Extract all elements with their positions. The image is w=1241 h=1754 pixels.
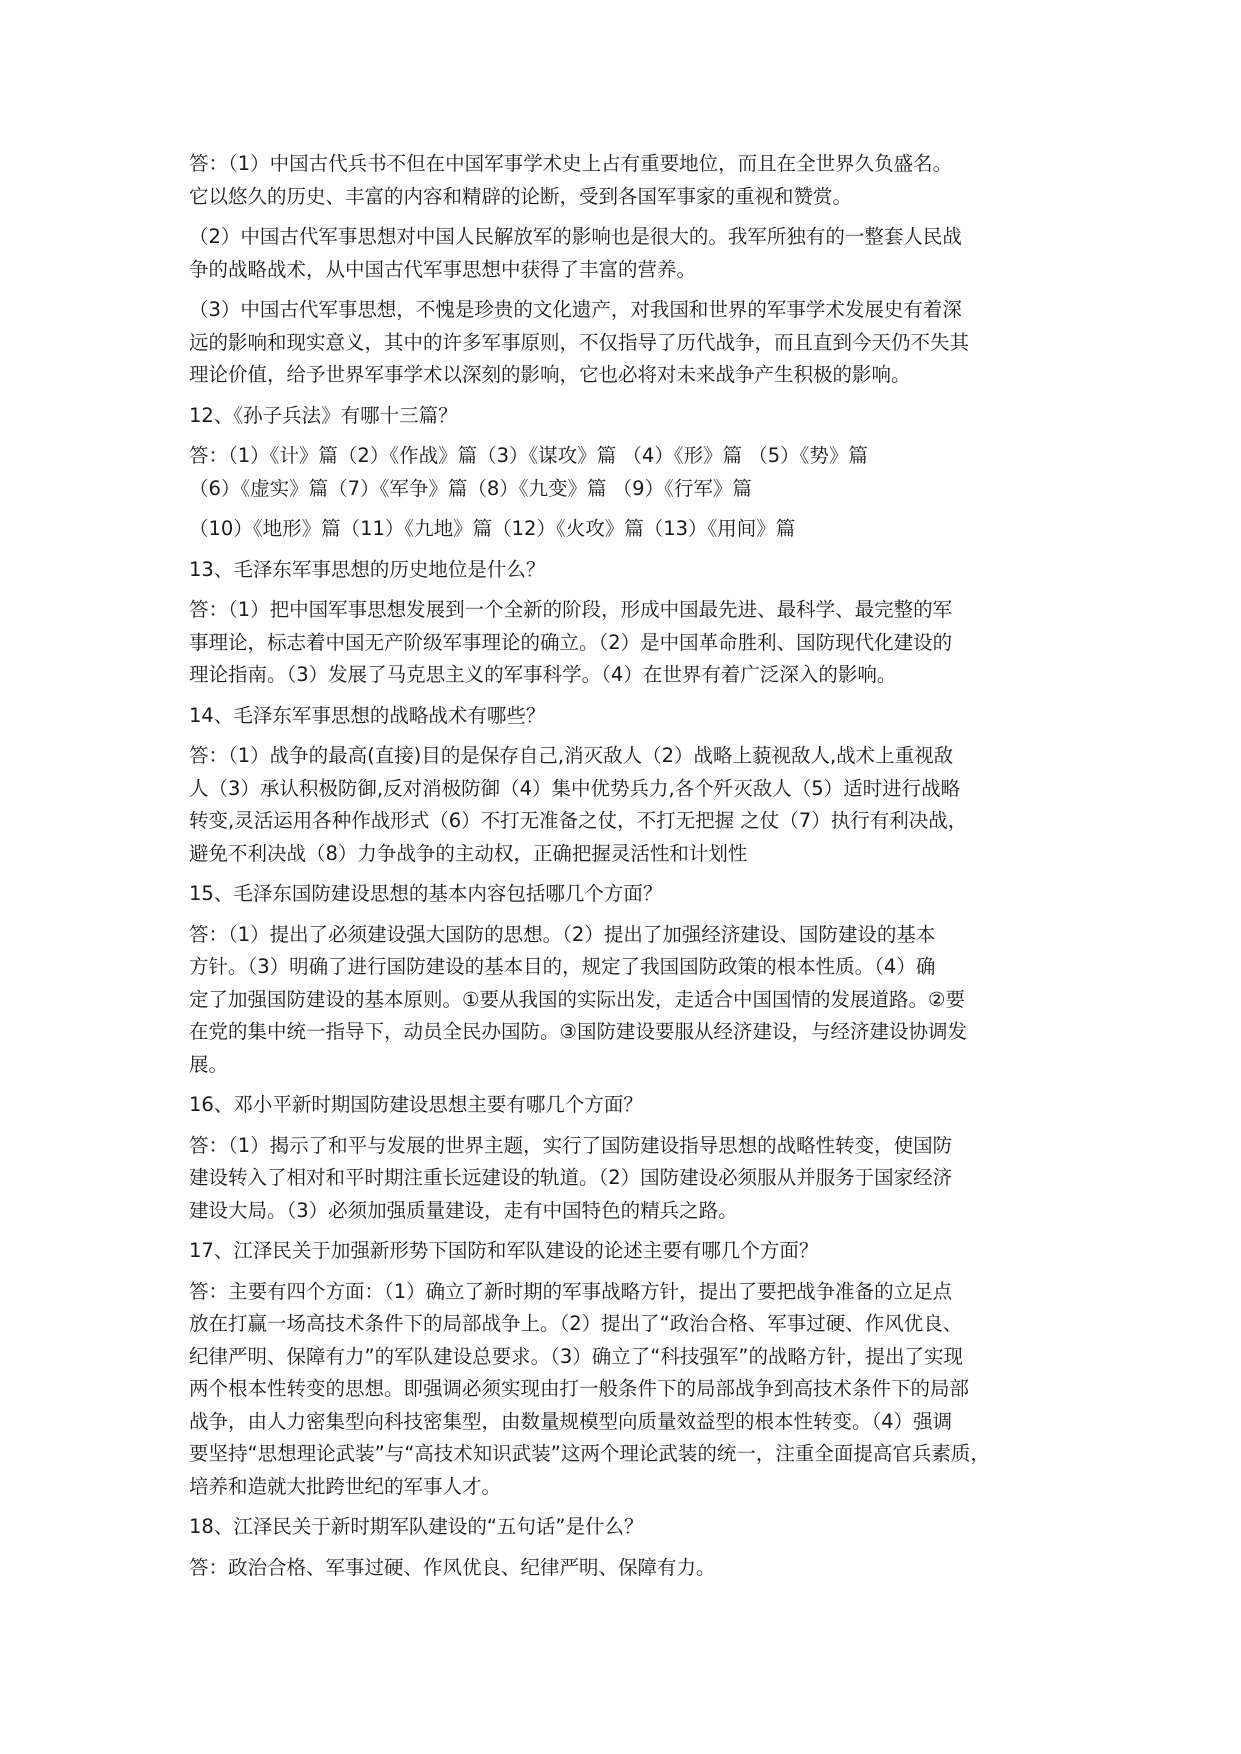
answer-paragraph <box>189 594 1061 692</box>
question-heading <box>189 400 1061 433</box>
text-line: 定了加强国防建设的基本原则。①要从我国的实际出发，走适合中国国情的发展道路。②要 <box>189 987 965 1011</box>
answer-paragraph <box>189 294 1061 392</box>
document-body <box>189 148 1061 1592</box>
text-line: 战争，由人力密集型向科技密集型，由数量规模型向质量效益型的根本性转变。（4）强调 <box>189 1409 953 1433</box>
answer-paragraph <box>189 148 1061 213</box>
text-line: 展。 <box>189 1052 229 1076</box>
text-line: 13、毛泽东军事思想的历史地位是什么？ <box>189 557 546 581</box>
text-line: 它以悠久的历史、丰富的内容和精辟的论断，受到各国军事家的重视和赞赏。 <box>189 184 853 208</box>
question-heading <box>189 1089 1061 1122</box>
question-heading <box>189 1235 1061 1268</box>
text-line: 答：（1）提出了必须建设强大国防的思想。（2）提出了加强经济建设、国防建设的基本 <box>189 922 936 946</box>
answer-paragraph <box>189 1276 1061 1504</box>
text-line: （2）中国古代军事思想对中国人民解放军的影响也是很大的。我军所独有的一整套人民战 <box>189 225 962 248</box>
text-line: 12、《孙子兵法》有哪十三篇？ <box>189 403 458 427</box>
text-line: （6）《虚实》篇（7）《军争》篇（8）《九变》篇 （9）《行军》篇 <box>189 476 752 500</box>
answer-paragraph <box>189 513 1061 546</box>
text-line: （3）中国古代军事思想，不愧是珍贵的文化遗产，对我国和世界的军事学术发展史有着深 <box>189 298 962 321</box>
text-line: 答：（1）战争的最高(直接)目的是保存自己,消灭敌人（2）战略上藐视敌人,战术上重视敌 <box>189 744 954 767</box>
text-line: 人（3）承认积极防御,反对消极防御（4）集中优势兵力,各个歼灭敌人（5）适时进行战略 <box>189 776 961 800</box>
text-line: 理论指南。（3）发展了马克思主义的军事科学。（4）在世界有着广泛深入的影响。 <box>189 663 897 686</box>
text-line: 远的影响和现实意义，其中的许多军事原则，不仅指导了历代战争，而且直到今天仍不失其 <box>189 330 970 354</box>
answer-paragraph <box>189 221 1061 286</box>
question-heading <box>189 878 1061 911</box>
text-line: 理论价值，给予世界军事学术以深刻的影响，它也必将对未来战争产生积极的影响。 <box>189 363 911 386</box>
text-line: 放在打赢一场高技术条件下的局部战争上。（2）提出了“政治合格、军事过硬、作风优良、 <box>189 1312 963 1335</box>
text-line: 在党的集中统一指导下，动员全民办国防。③国防建设要服从经济建设，与经济建设协调发 <box>189 1020 967 1043</box>
text-line: 建设转入了相对和平时期注重长远建设的轨道。（2）国防建设必须服从并服务于国家经济 <box>189 1166 953 1189</box>
text-line: 16、邓小平新时期国防建设思想主要有哪几个方面？ <box>189 1093 643 1116</box>
text-line: 答：（1）《计》篇（2）《作战》篇（3）《谋攻》篇 （4）《形》篇 （5）《势》篇 <box>189 444 868 467</box>
text-line: 培养和造就大批跨世纪的军事人才。 <box>189 1474 502 1498</box>
text-line: 两个根本性转变的思想。即强调必须实现由打一般条件下的局部战争到高技术条件下的局部 <box>189 1377 970 1400</box>
question-heading <box>189 1511 1061 1544</box>
text-line: 答：（1）揭示了和平与发展的世界主题，实行了国防建设指导思想的战略性转变，使国防 <box>189 1133 953 1157</box>
question-heading <box>189 554 1061 587</box>
text-line: 15、毛泽东国防建设思想的基本内容包括哪几个方面？ <box>189 882 663 905</box>
text-line: 要坚持“思想理论武装”与“高技术知识武装”这两个理论武装的统一，注重全面提高官兵素质， <box>189 1442 990 1465</box>
text-line: 纪律严明、保障有力”的军队建设总要求。（3）确立了“科技强军”的战略方针，提出了实现 <box>189 1344 963 1368</box>
answer-paragraph <box>189 740 1061 870</box>
answer-paragraph <box>189 440 1061 505</box>
text-line: 避免不利决战（8）力争战争的主动权，正确把握灵活性和计划性 <box>189 841 748 865</box>
text-line: 答：（1）中国古代兵书不但在中国军事学术史上占有重要地位，而且在全世界久负盛名。 <box>189 152 953 175</box>
answer-paragraph <box>189 919 1061 1082</box>
answer-paragraph <box>189 1130 1061 1228</box>
text-line: 17、江泽民关于加强新形势下国防和军队建设的论述主要有哪几个方面？ <box>189 1239 819 1262</box>
text-line: 事理论，标志着中国无产阶级军事理论的确立。（2）是中国革命胜利、国防现代化建设的 <box>189 630 953 654</box>
text-line: 方针。（3）明确了进行国防建设的基本目的，规定了我国国防政策的根本性质。（4）确 <box>189 955 936 978</box>
text-line: 18、江泽民关于新时期军队建设的“五句话”是什么？ <box>189 1515 644 1538</box>
text-line: 转变,灵活运用各种作战形式（6）不打无准备之仗，不打无把握 之仗（7）执行有利决战， <box>189 809 968 832</box>
text-line: 答：政治合格、军事过硬、作风优良、纪律严明、保障有力。 <box>189 1555 716 1579</box>
text-line: 14、毛泽东军事思想的战略战术有哪些？ <box>189 703 546 727</box>
text-line: 建设大局。（3）必须加强质量建设，走有中国特色的精兵之路。 <box>189 1198 738 1222</box>
question-heading <box>189 700 1061 733</box>
answer-paragraph <box>189 1552 1061 1585</box>
text-line: （10）《地形》篇（11）《九地》篇（12）《火攻》篇（13）《用间》篇 <box>189 517 796 540</box>
text-line: 答：主要有四个方面：（1）确立了新时期的军事战略方针，提出了要把战争准备的立足点 <box>189 1279 953 1303</box>
text-line: 争的战略战术，从中国古代军事思想中获得了丰富的营养。 <box>189 257 697 281</box>
text-line: 答：（1）把中国军事思想发展到一个全新的阶段，形成中国最先进、最科学、最完整的军 <box>189 598 953 621</box>
